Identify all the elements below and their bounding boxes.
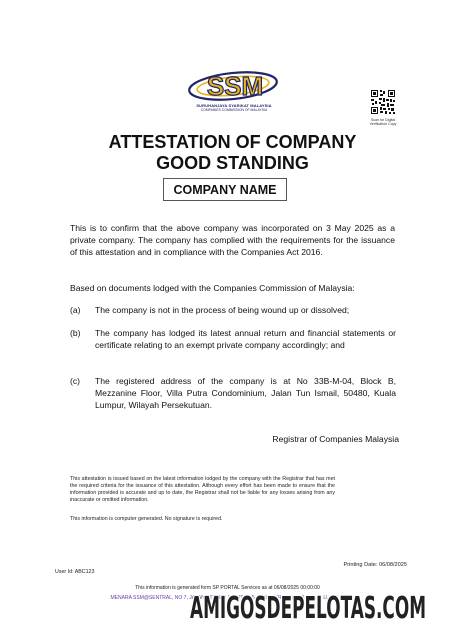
company-name-box <box>163 178 287 201</box>
list-item-text: The company has lodged its latest annual return and financial statements or certificate relating to an exempt private company accordingly; and <box>95 328 396 350</box>
address-line: MENARA SSM@SENTRAL, NO 7, JALAN STESEN SENTRAL 5, KL SENTRAL, 50623 KUALA LUMPUR <box>110 595 345 601</box>
title-line2: GOOD STANDING <box>156 153 309 173</box>
logo-subtitle-english: COMPANIES COMMISSION OF MALAYSIA <box>200 108 268 112</box>
qr-code-icon <box>370 89 396 115</box>
computer-generated-note: This information is computer generated. No signature is required. <box>70 516 223 522</box>
company-name: COMPANY NAME <box>173 182 277 197</box>
watermark <box>178 584 438 628</box>
generated-line: This information is generated form SP PORTAL Services as at 06/08/2025 00:00:00 <box>135 585 320 591</box>
disclaimer-text: This attestation is issued based on the latest information lodged by the company with the Registrar that has met the required criteria for the issuance of this attestation. Although every effort has been made to ensure that the information provided is accurate and up to date, the Registrar shall not be liable for any losses arising from any inaccurate or omitted information. <box>70 476 335 503</box>
page-title <box>60 132 405 174</box>
qr-caption <box>360 118 406 127</box>
list-item-text: The registered address of the company is at No 33B-M-04, Block B, Mezzanine Floor, Villa Putra Condominium, Jalan Tun Ismail, 50480, Kuala Lumpur, Wilayah Persekutuan. <box>95 376 396 410</box>
list-item <box>70 304 396 316</box>
based-on-paragraph: Based on documents lodged with the Companies Commission of Malaysia: <box>70 283 355 293</box>
list-item-label: (a) <box>70 305 81 315</box>
watermark-text: AMIGOSDEPELOTAS.COM <box>190 591 426 626</box>
list-item-label: (c) <box>70 376 81 386</box>
printing-date: Printing Date: 06/08/2025 <box>343 562 407 568</box>
title-line1: ATTESTATION OF COMPANY <box>108 132 357 152</box>
ssm-logo <box>185 64 285 108</box>
list-item <box>70 375 396 411</box>
logo-subtitle-malay: SURUHANJAYA SYARIKAT MALAYSIA <box>196 103 272 108</box>
qr-caption-line2: Verification Copy <box>369 122 397 127</box>
list-item <box>70 327 396 351</box>
registrar-signature-line: Registrar of Companies Malaysia <box>272 434 399 444</box>
list-item-text: The company is not in the process of being wound up or dissolved; <box>95 305 350 315</box>
qr-caption-line1: Scan for Digital <box>370 118 396 122</box>
list-item-label: (b) <box>70 328 81 338</box>
intro-paragraph: This is to confirm that the above company was incorporated on 3 May 2025 as a private company. The company has complied with the requirements for the issuance of this attestation and in compliance with the Companies Act 2016. <box>70 223 395 257</box>
user-id: User Id: ABC123 <box>55 569 95 575</box>
logo-text: SSM <box>206 71 264 101</box>
